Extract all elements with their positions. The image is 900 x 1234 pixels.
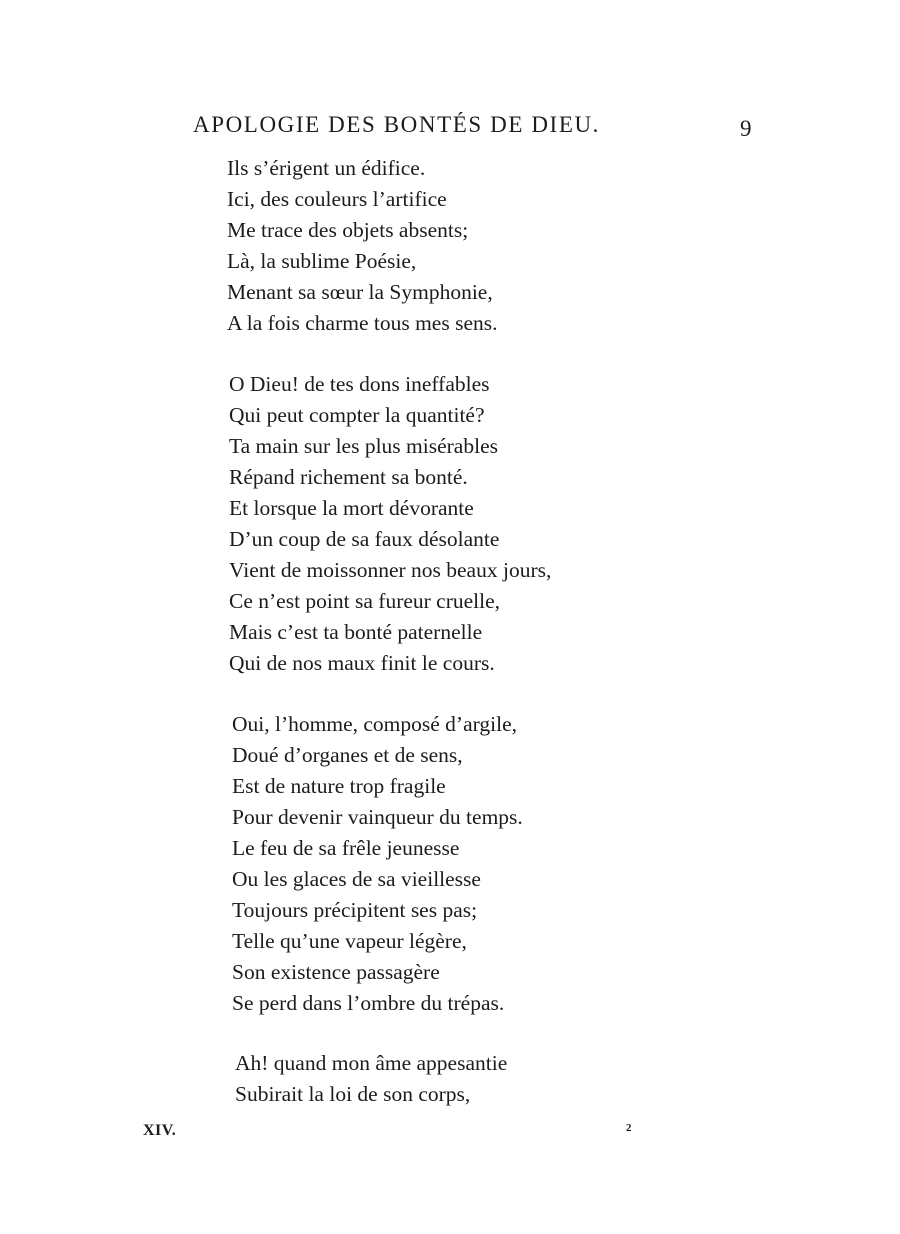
verse-line: Ah! quand mon âme appesantie xyxy=(235,1051,508,1075)
verse-line: A la fois charme tous mes sens. xyxy=(227,311,498,335)
page-number: 9 xyxy=(740,116,752,141)
verse-line: Ce n’est point sa fureur cruelle, xyxy=(229,589,501,613)
verse-line: Qui peut compter la quantité? xyxy=(229,403,485,427)
verse-line: O Dieu! de tes dons ineffables xyxy=(229,372,490,396)
verse-line: Qui de nos maux finit le cours. xyxy=(229,651,495,675)
verse-line: Répand richement sa bonté. xyxy=(229,465,468,489)
verse-line: Se perd dans l’ombre du trépas. xyxy=(232,991,505,1015)
verse-line: Ici, des couleurs l’artifice xyxy=(227,187,447,211)
verse-line: Me trace des objets absents; xyxy=(227,218,469,242)
verse-line: Telle qu’une vapeur légère, xyxy=(232,929,467,953)
verse-line: Menant sa sœur la Symphonie, xyxy=(227,280,493,304)
running-head-title: APOLOGIE DES BONTÉS DE DIEU. xyxy=(193,112,601,137)
verse-line: Le feu de sa frêle jeunesse xyxy=(232,836,460,860)
verse-line: D’un coup de sa faux désolante xyxy=(229,527,500,551)
verse-line: Subirait la loi de son corps, xyxy=(235,1082,471,1106)
verse-line: Ou les glaces de sa vieillesse xyxy=(232,867,481,891)
sheet-number: 2 xyxy=(626,1122,632,1134)
verse-line: Ta main sur les plus misérables xyxy=(229,434,498,458)
verse-line: Doué d’organes et de sens, xyxy=(232,743,463,767)
verse-line: Mais c’est ta bonté paternelle xyxy=(229,620,483,644)
verse-line: Et lorsque la mort dévorante xyxy=(229,496,474,520)
verse-line: Toujours précipitent ses pas; xyxy=(232,898,478,922)
verse-line: Pour devenir vainqueur du temps. xyxy=(232,805,523,829)
signature-mark: XIV. xyxy=(143,1122,177,1139)
verse-line: Ils s’érigent un édifice. xyxy=(227,156,426,180)
verse-line: Oui, l’homme, composé d’argile, xyxy=(232,712,518,736)
verse-line: Vient de moissonner nos beaux jours, xyxy=(229,558,552,582)
verse-line: Est de nature trop fragile xyxy=(232,774,446,798)
verse-line: Là, la sublime Poésie, xyxy=(227,249,417,273)
verse-line: Son existence passagère xyxy=(232,960,440,984)
